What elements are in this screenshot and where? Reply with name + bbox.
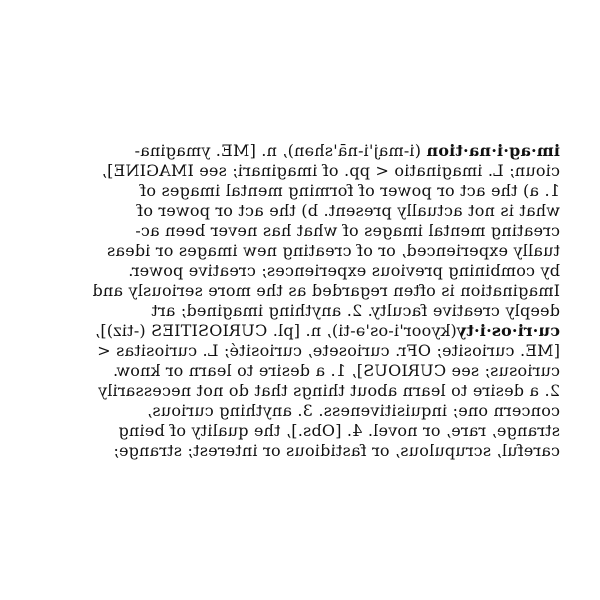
headword: im·ag·i·na·tion [426,141,560,160]
entry-curiosity [40,321,560,461]
definition-line: 1. a) the act or power of forming mental images of [140,181,560,200]
definition-line: strange, rare, or novel. 4. [Obs.], the quality of being [118,421,560,440]
dictionary-stamp-print [40,141,560,461]
definition-line: (i-maj'i-nā'shən), n. [ME. ymagina- [134,141,421,160]
entry-first-line [40,321,560,341]
definition-line: what is not actually present. b) the act or power of [137,201,560,220]
headword: cu·ri·os·i·ty [456,321,560,340]
definition-line: tually experienced, or of creating new images or ideas [106,241,560,260]
definition-line: (kyoor'i-os'ə-ti), n. [pl. CURIOSITIES (-tiz)], [94,321,457,340]
definition-line: creating mental images of what has never been ac- [135,221,560,240]
definition-line: by combining previous experiences; creative power. [128,261,560,280]
definition-line: careful, scrupulous, or fastidious or interest; strange; [113,441,560,460]
definition-line: 2. a desire to learn about things that do not necessarily [97,381,560,400]
entry-imagination [40,141,560,321]
definition-line: Imagination is often regarded as the more seriously and [92,281,560,300]
definition-line: concern one; inquisitiveness. 3. anything curious, [146,401,560,420]
entry-first-line [40,141,560,161]
definition-line: cioun; L. imaginatio < pp. of imaginari; see IMAGINE], [101,161,560,180]
definition-line: [ME. curiosite; OFr. curiosete, curiosité; L. curiositas < [97,341,560,360]
mirrored-text-block [40,141,560,461]
definition-line: deeply creative faculty. 2. anything imagined; art [151,301,560,320]
definition-line: curiosus; see CURIOUS], 1. a desire to learn or know. [112,361,560,380]
